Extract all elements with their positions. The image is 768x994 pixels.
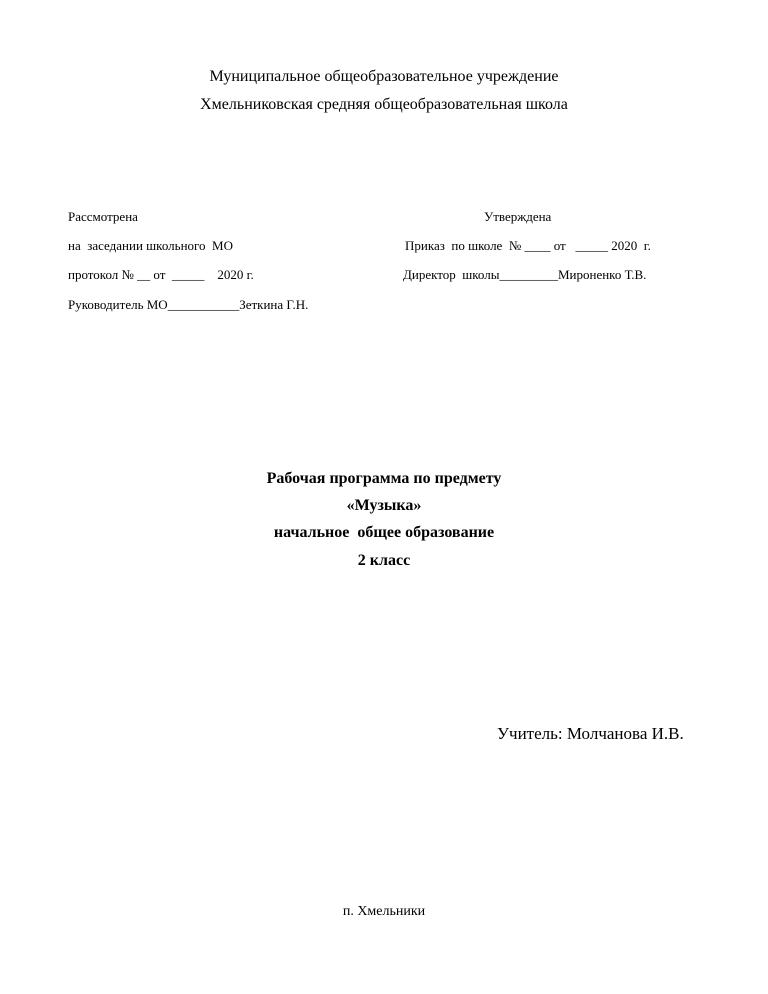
considered-heading: Рассмотрена xyxy=(68,209,138,224)
teacher-name: Учитель: Молчанова И.В. xyxy=(497,724,684,743)
considered-protocol: протокол № __ от _____ 2020 г. xyxy=(68,267,254,282)
school-name: Хмельниковская средняя общеобразовательная школа xyxy=(200,96,568,113)
program-title: Рабочая программа по предмету xyxy=(266,470,502,487)
subject-name: «Музыка» xyxy=(346,497,422,514)
grade: 2 класс xyxy=(357,552,411,569)
considered-head: Руководитель МО___________Зеткина Г.Н. xyxy=(68,297,309,312)
approved-heading: Утверждена xyxy=(484,209,552,224)
approved-director: Директор школы_________Мироненко Т.В. xyxy=(403,267,647,282)
considered-meeting: на заседании школьного МО xyxy=(68,238,233,253)
institution-type: Муниципальное общеобразовательное учреждение xyxy=(209,68,559,85)
location: п. Хмельники xyxy=(342,904,426,919)
education-level: начальное общее образование xyxy=(273,524,495,541)
approved-order: Приказ по школе № ____ от _____ 2020 г. xyxy=(405,238,651,253)
